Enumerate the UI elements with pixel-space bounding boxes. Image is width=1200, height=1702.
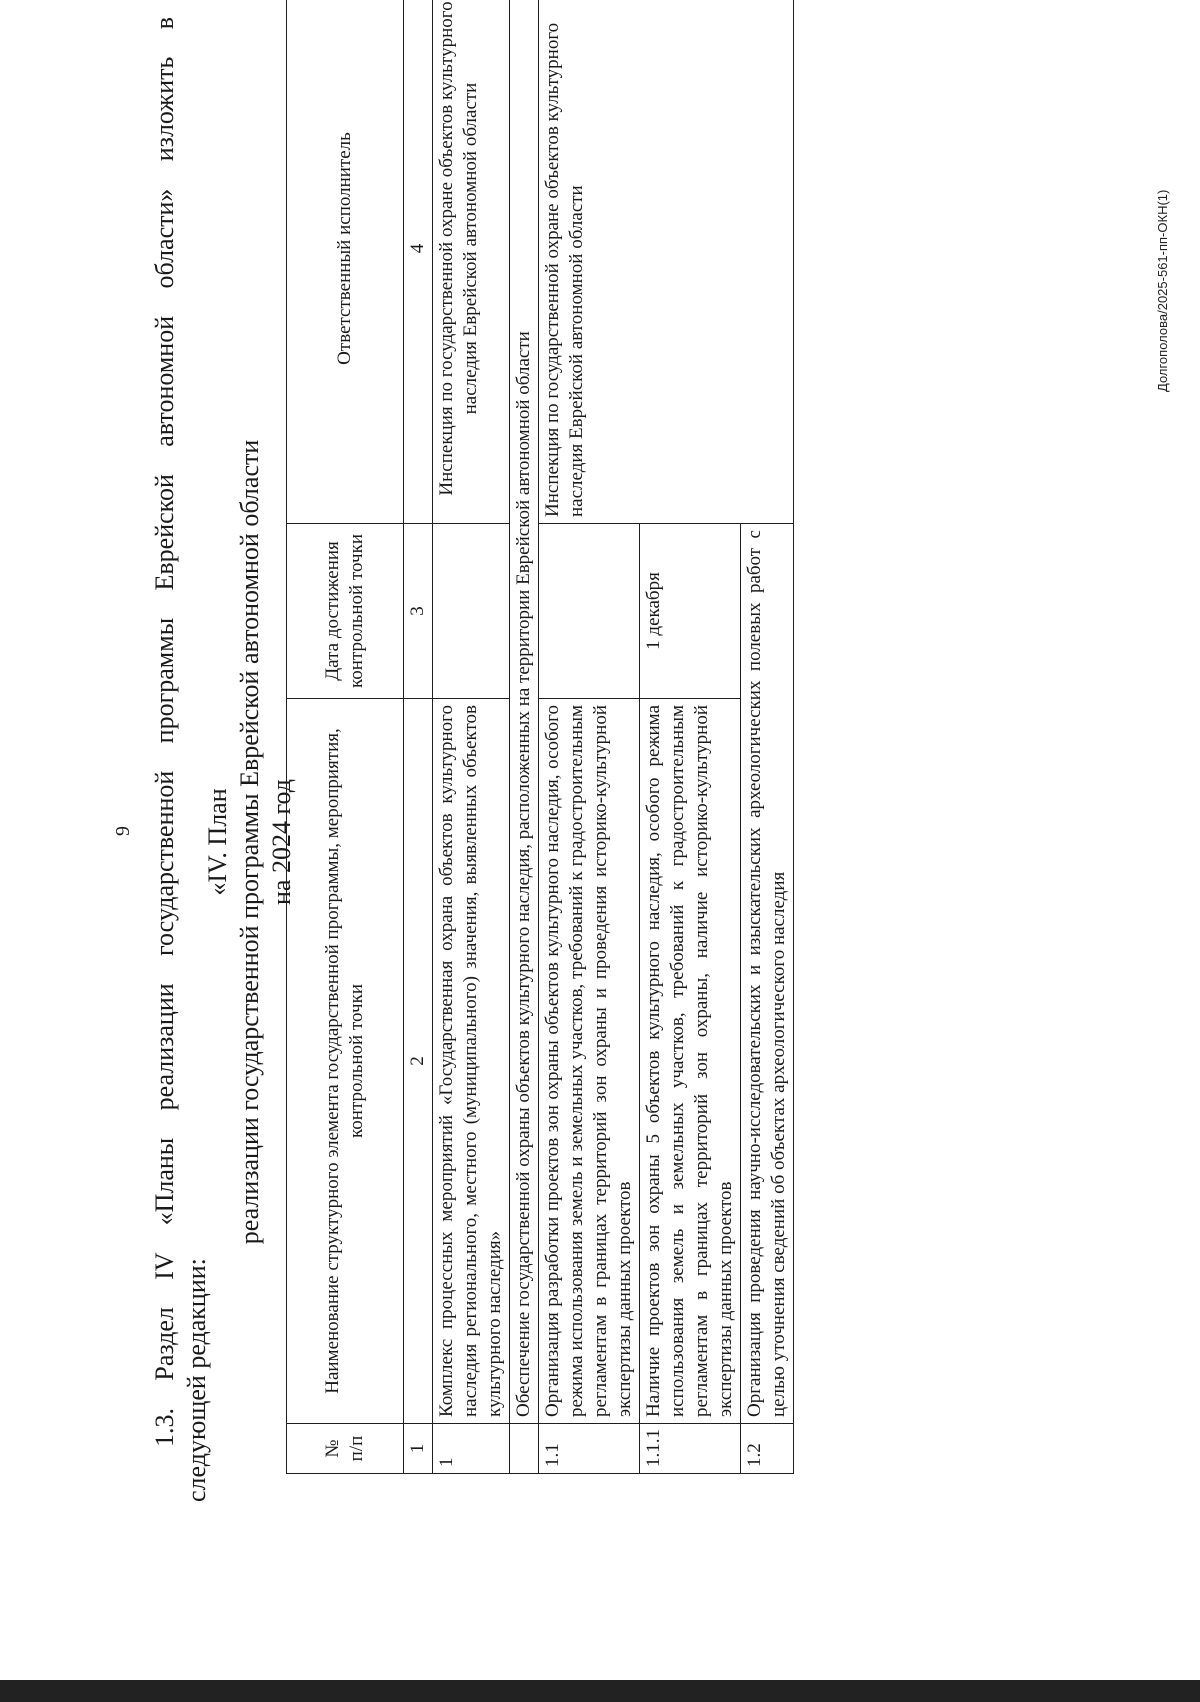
rotated-page-content xyxy=(0,2,1200,1702)
scan-edge xyxy=(0,1680,1200,1702)
row-name: Организация проведения научно-исследовательских и изыскательских археологических полевых работ с целью уточнения сведений об объектах археологического наследия xyxy=(741,524,794,1424)
plan-title-line: «IV. План xyxy=(203,788,232,896)
intro-text-continuation: следующей редакции: xyxy=(182,1258,211,1502)
header-number: № п/п xyxy=(287,1424,404,1474)
index-cell: 3 xyxy=(404,524,433,699)
row-name: Наличие проектов зон охраны 5 объектов культурного наследия, особого режима использования земель и земельных участков, требований к градостроительным регламентам в границах территорий зон охраны, наличие историко-культурной экспертизы данных проектов xyxy=(640,699,741,1424)
plan-table xyxy=(286,0,794,1474)
row-name: Комплекс процессных мероприятий «Государственная охрана объектов культурного наследия регионального, местного (муниципального) значения, выявленных объектов культурного наследия» xyxy=(433,699,510,1424)
table-header-row xyxy=(287,0,404,1474)
index-cell: 1 xyxy=(404,1424,433,1474)
task-text: Обеспечение государственной охраны объектов культурного наследия, расположенных на территории Еврейской автономной области xyxy=(510,0,539,1424)
row-executor: Инспекция по государственной охране объектов культурного наследия Еврейской автономной области xyxy=(539,0,794,524)
plan-title-line: реализации государственной программы Еврейской автономной области xyxy=(235,439,264,1245)
plan-title-line: на 2024 год xyxy=(267,779,296,905)
row-executor: Инспекция по государственной охране объектов культурного наследия Еврейской автономной области xyxy=(433,0,510,524)
header-executor: Ответственный исполнитель xyxy=(287,0,404,524)
row-date xyxy=(539,524,640,699)
page-number: 9 xyxy=(112,826,134,836)
row-date: 1 декабря xyxy=(640,524,741,699)
intro-text: 1.3. Раздел IV «Планы реализации государственной программы Еврейской автономной области» изложить в xyxy=(150,17,179,1447)
index-cell: 4 xyxy=(404,0,433,524)
table-row xyxy=(433,0,510,1474)
row-number: 1 xyxy=(433,1424,510,1474)
row-name: Организация разработки проектов зон охраны объектов культурного наследия, особого режима использования земель и земельных участков, требований к градостроительным регламентам в границах территорий зон охраны и проведения историко-культурной экспертизы данных проектов xyxy=(539,699,640,1424)
plan-title xyxy=(202,382,298,1302)
task-row xyxy=(510,0,539,1474)
row-number: 1.1.1 xyxy=(640,1424,741,1474)
table-row xyxy=(539,0,640,1474)
index-cell: 2 xyxy=(404,699,433,1424)
row-date xyxy=(433,524,510,699)
row-number: 1.1 xyxy=(539,1424,640,1474)
document-stamp: Долгополова/2025-561-пп-ОКН(1) xyxy=(1155,189,1170,392)
header-date: Дата достижения контрольной точки xyxy=(287,524,404,699)
header-name: Наименование структурного элемента государственной программы, мероприятия, контрольной точки xyxy=(287,699,404,1424)
row-number: 1.2 xyxy=(741,1424,794,1474)
row-number xyxy=(510,1424,539,1474)
column-index-row xyxy=(404,0,433,1474)
